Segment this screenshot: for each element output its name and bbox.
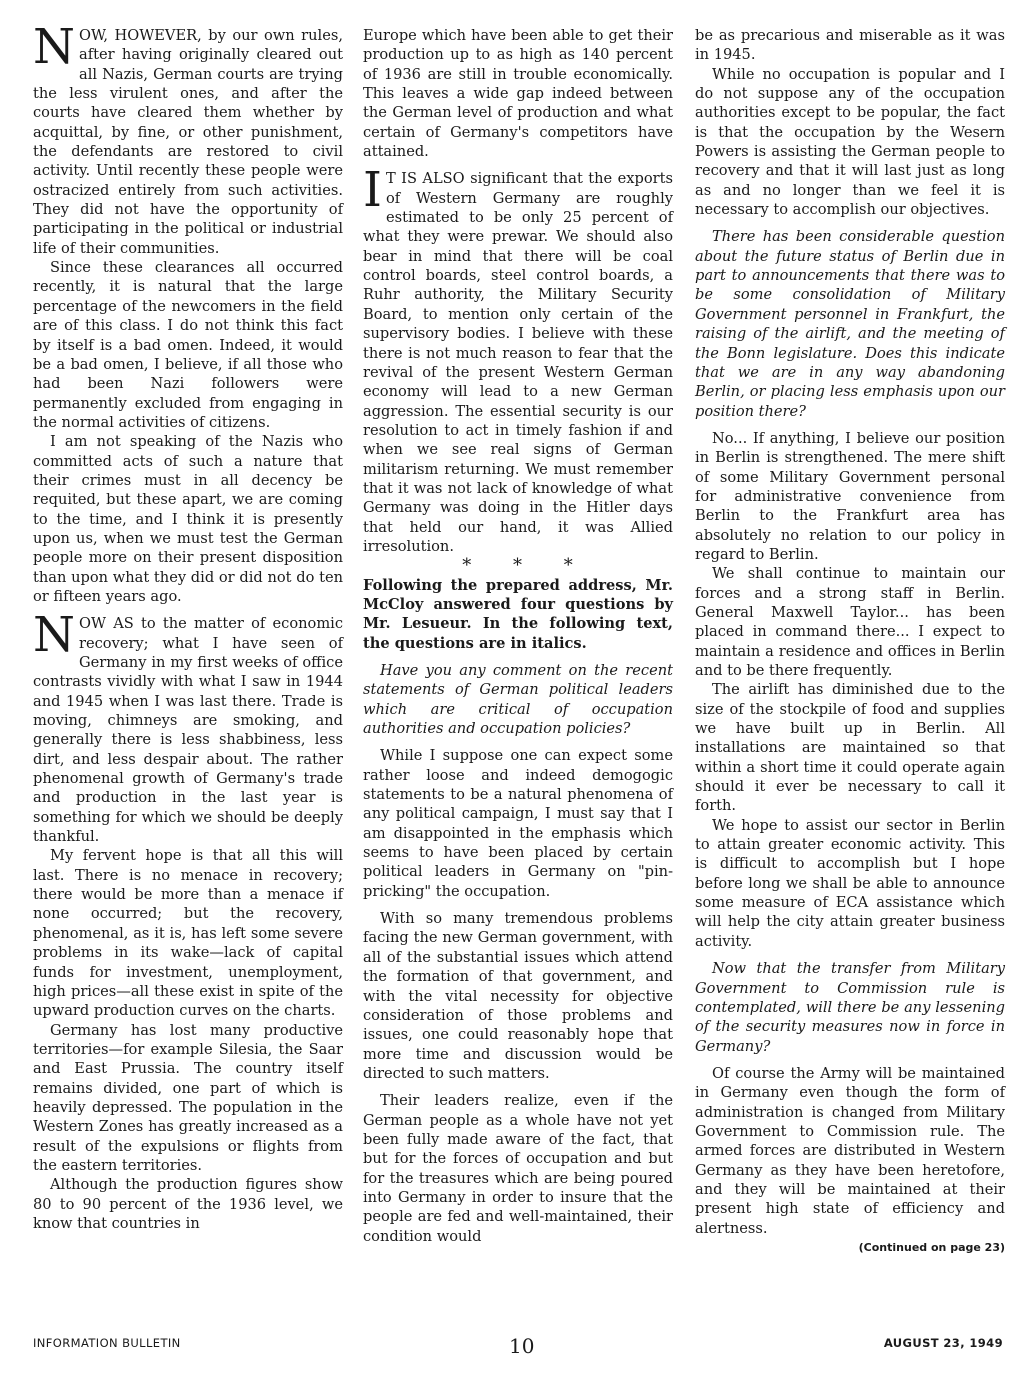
question: Have you any comment on the recent statements of German political leaders which are critical of occupation authorities and occupation policies? [363,662,673,738]
paragraph: be as precarious and miserable as it was in 1945. [695,27,1005,64]
question: There has been considerable question about the future status of Berlin due in part to announcements that there was to be some consolidation of Military Government personnel in Frankfurt, the raising of the airlift, and the meeting of the Bonn legislature. Does this indicate that we are in any way abandoning Berlin, or placing less emphasis upon our position there? [695,228,1005,420]
drop-cap: N [33,19,75,75]
paragraph: While no occupation is popular and I do not suppose any of the occupation authorities except to be popular, the fact is that the occupation by the Wesern Powers is assisting the German people to recovery and that it will last just as long as and no longer than we feel it is necessary to accomplish our objectives. [695,65,1005,219]
paragraph-text: OW, HOWEVER, by our own rules, after having originally cleared out all Nazis, German courts are trying the less virulent ones, and after the courts have cleared them whether by acquittal, by fine, or other punishment, the defendants are restored to civil activity. Until recently these people were ostracized entirely from such activities. They did not have the opportunity of participating in the political or industrial life of their communities. [33,27,343,257]
paragraph: My fervent hope is that all this will last. There is no menace in recovery; there would be more than a menace if none occurred; but the recovery, phenomenal, as it is, has left some severe problems in its wake—lack of capital funds for investment, unemployment, high prices—all these exist in spite of the upward production curves on the charts. [33,847,343,1020]
paragraph-text: T IS ALSO significant that the exports of Western Germany are roughly estimated to be only 25 percent of what they were prewar. We should also bear in mind that there will be coal control boards, steel control boards, a Ruhr authority, the Military Security Board, to mention only certain of the supervisory bodies. I believe with these there is not much reason to fear that the revival of the present Western German economy will lead to a new German aggression. The essential security is our resolution to act in timely fashion if and when we see real signs of German militarism returning. We must remember that it was not lack of knowledge of what Germany was doing in the Hitler days that held our hand, it was Allied irresolution. [363,170,673,555]
paragraph [33,607,343,846]
drop-cap: N [33,607,75,664]
editor-intro: Following the prepared address, Mr. McCloy answered four questions by Mr. Lesueur. In the following text, the questions are in italics. [363,576,673,652]
drop-cap: I [363,162,382,219]
paragraph-text: OW AS to the matter of economic recovery; what I have seen of Germany in my first weeks of office contrasts vividly with what I saw in 1944 and 1945 when I was last there. Trade is moving, chimneys are smoking, and generally there is less shabbiness, less dirt, and less despair about. The rather phenomenal growth of Germany's trade and production in the last year is something for which we should be deeply thankful. [33,615,343,846]
issue-date: AUGUST 23, 1949 [883,1336,1003,1350]
page-footer [33,1336,1003,1366]
paragraph: While I suppose one can expect some rather loose and indeed demogogic statements to be a natural phenomena of any political campaign, I must say that I am disappointed in the emphasis which seems to have been placed by certain political leaders in Germany on "pin-pricking" the occupation. [363,747,673,900]
paragraph: We hope to assist our sector in Berlin to attain greater economic activity. This is difficult to accomplish but I hope before long we shall be able to announce some measure of ECA assistance which will help the city attain greater business activity. [695,816,1005,950]
paragraph: We shall continue to maintain our forces and a strong staff in Berlin. General Maxwell Taylor... has been placed in command there... I expect to maintain a residence and offices in Berlin and to be there frequently. [695,565,1005,679]
section-separator: * * * [462,555,591,577]
publication-name: INFORMATION BULLETIN [33,1336,181,1350]
paragraph: The airlift has diminished due to the size of the stockpile of food and supplies we have built up in Berlin. All installations are maintained so that within a short time it could operate again should it ever be necessary to call it forth. [695,681,1005,815]
paragraph: Although the production figures show 80 to 90 percent of the 1936 level, we know that countries in [33,1176,343,1232]
paragraph [33,19,343,258]
page-number: 10 [509,1334,535,1358]
paragraph: Germany has lost many productive territories—for example Silesia, the Saar and East Prussia. The country itself remains divided, one part of which is heavily depressed. The population in the Western Zones has greatly increased as a result of the expulsions or flights from the eastern territories. [33,1021,343,1174]
paragraph: No... If anything, I believe our position in Berlin is strengthened. The mere shift of some Military Government personal for administrative convenience from Berlin to the Frankfurt area has absolutely no relation to our policy in regard to Berlin. [695,429,1005,563]
paragraph: With so many tremendous problems facing the new German government, with all of the substantial issues which attend the formation of that government, and with the vital necessity for objective consideration of those problems and issues, one could reasonably hope that more time and discussion would be directed to such matters. [363,910,673,1082]
column-2 [363,26,673,1246]
paragraph: Since these clearances all occurred recently, it is natural that the large percentage of the newcomers in the field are of this class. I do not think this fact by itself is a bad omen. Indeed, it would be a bad omen, I believe, if all those who had been Nazi followers were permanently excluded from engaging in the normal activities of citizens. [33,259,343,431]
paragraph: Europe which have been able to get their production up to as high as 140 percent of 1936 are still in trouble economically. This leaves a wide gap indeed between the German level of production and what certain of Germany's competitors have attained. [363,27,673,161]
paragraph: Of course the Army will be maintained in Germany even though the form of administration is changed from Military Government to Commission rule. The armed forces are distributed in Western Germany as they have been heretofore, and they will be maintained at their present high state of efficiency and alertness. [695,1064,1005,1237]
paragraph: I am not speaking of the Nazis who committed acts of such a nature that their crimes must in all decency be requited, but these apart, we are coming to the time, and I think it is presently upon us, when we must test the German people more on their present disposition than upon what they did or did not do ten or fifteen years ago. [33,433,343,605]
column-1 [33,19,343,1233]
question: Now that the transfer from Military Government to Commission rule is contemplated, will there be any lessening of the security measures now in force in Germany? [695,960,1005,1055]
paragraph [363,162,673,556]
paragraph: Their leaders realize, even if the German people as a whole have not yet been fully made aware of the fact, that but for the forces of occupation and but for the treasures which are being poured into Germany in order to insure that the people are fed and well-maintained, their condition would [363,1092,673,1245]
continued-note: (Continued on page 23) [858,1240,1005,1254]
column-3 [695,26,1005,1257]
